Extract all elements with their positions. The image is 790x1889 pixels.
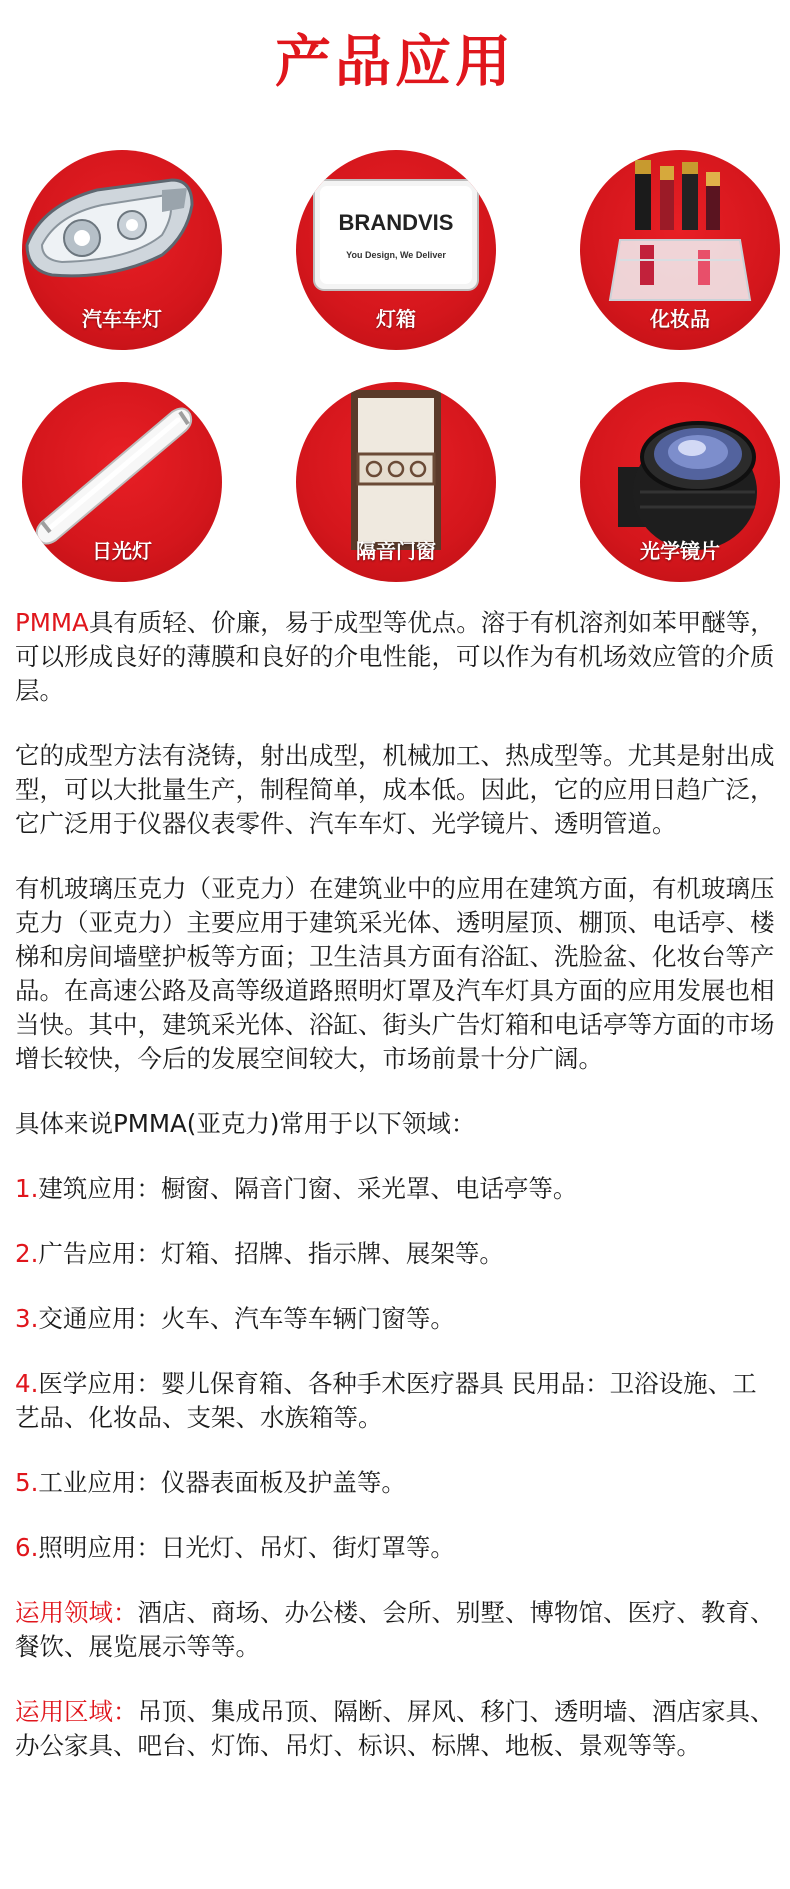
application-number: 1. [15, 1174, 39, 1203]
product-label: 隔音门窗 [356, 539, 436, 563]
product-label: 光学镜片 [640, 539, 720, 563]
fields-intro: 具体来说PMMA(亚克力)常用于以下领域： [15, 1109, 476, 1138]
usage-areas-label: 运用区域： [15, 1697, 138, 1726]
product-description [15, 606, 775, 1794]
application-number: 3. [15, 1304, 39, 1333]
application-number: 4. [15, 1369, 39, 1398]
application-item [15, 1466, 775, 1500]
application-item [15, 1367, 775, 1435]
product-application-grid [0, 140, 790, 590]
application-item [15, 1237, 775, 1271]
intro-paragraph [15, 606, 775, 708]
product-card-fluorescent [22, 382, 222, 582]
product-label: 灯箱 [376, 307, 416, 331]
application-number: 6. [15, 1533, 39, 1562]
product-card-cosmetics [580, 150, 780, 350]
product-card-headlight [22, 150, 222, 350]
usage-fields-label: 运用领域： [15, 1598, 138, 1627]
application-item [15, 1531, 775, 1565]
application-text: 医学应用：婴儿保育箱、各种手术医疗器具 民用品：卫浴设施、工艺品、化妆品、支架、水族箱等。 [15, 1369, 757, 1432]
usage-fields-text: 酒店、商场、办公楼、会所、别墅、博物馆、医疗、教育、餐饮、展览展示等等。 [15, 1598, 775, 1661]
construction-paragraph: 有机玻璃压克力（亚克力）在建筑业中的应用在建筑方面，有机玻璃压克力（亚克力）主要应用于建筑采光体、透明屋顶、棚顶、电话亭、楼梯和房间墙壁护板等方面；卫生洁具方面有浴缸、洗脸盆、化妆台等产品。在高速公路及高等级道路照明灯罩及汽车灯具方面的应用发展也相当快。其中，建筑采光体、浴缸、街头广告灯箱和电话亭等方面的市场增长较快，今后的发展空间较大，市场前景十分广阔。 [15, 874, 775, 1073]
product-label: 化妆品 [650, 307, 710, 331]
pmma-highlight: PMMA [15, 608, 89, 637]
application-text: 照明应用：日光灯、吊灯、街灯罩等。 [38, 1533, 455, 1562]
lightbox-tagline-text: You Design, We Deliver [346, 250, 446, 260]
product-label: 日光灯 [92, 539, 152, 563]
usage-areas-text: 吊顶、集成吊顶、隔断、屏风、移门、透明墙、酒店家具、办公家具、吧台、灯饰、吊灯、标识、标牌、地板、景观等等。 [15, 1697, 775, 1760]
application-text: 建筑应用：橱窗、隔音门窗、采光罩、电话亭等。 [38, 1174, 578, 1203]
product-card-optical-lens [580, 382, 780, 582]
application-number: 2. [15, 1239, 39, 1268]
product-card-soundproof-door [296, 382, 496, 582]
lightbox-brand-text: BRANDVIS [338, 210, 454, 235]
intro-text: 具有质轻、价廉，易于成型等优点。溶于有机溶剂如苯甲醚等，可以形成良好的薄膜和良好的介电性能，可以作为有机场效应管的介质层。 [15, 608, 775, 705]
product-label: 汽车车灯 [82, 307, 162, 331]
application-item [15, 1302, 775, 1336]
usage-areas [15, 1695, 775, 1763]
page-title: 产品应用 [275, 30, 515, 95]
product-card-lightbox [296, 150, 496, 350]
application-text: 交通应用：火车、汽车等车辆门窗等。 [38, 1304, 455, 1333]
application-text: 工业应用：仪器表面板及护盖等。 [38, 1468, 406, 1497]
molding-paragraph: 它的成型方法有浇铸，射出成型，机械加工、热成型等。尤其是射出成型，可以大批量生产，制程简单，成本低。因此，它的应用日趋广泛，它广泛用于仪器仪表零件、汽车车灯、光学镜片、透明管道。 [15, 741, 775, 838]
usage-fields [15, 1596, 775, 1664]
application-number: 5. [15, 1468, 39, 1497]
application-text: 广告应用：灯箱、招牌、指示牌、展架等。 [38, 1239, 504, 1268]
application-item [15, 1172, 775, 1206]
